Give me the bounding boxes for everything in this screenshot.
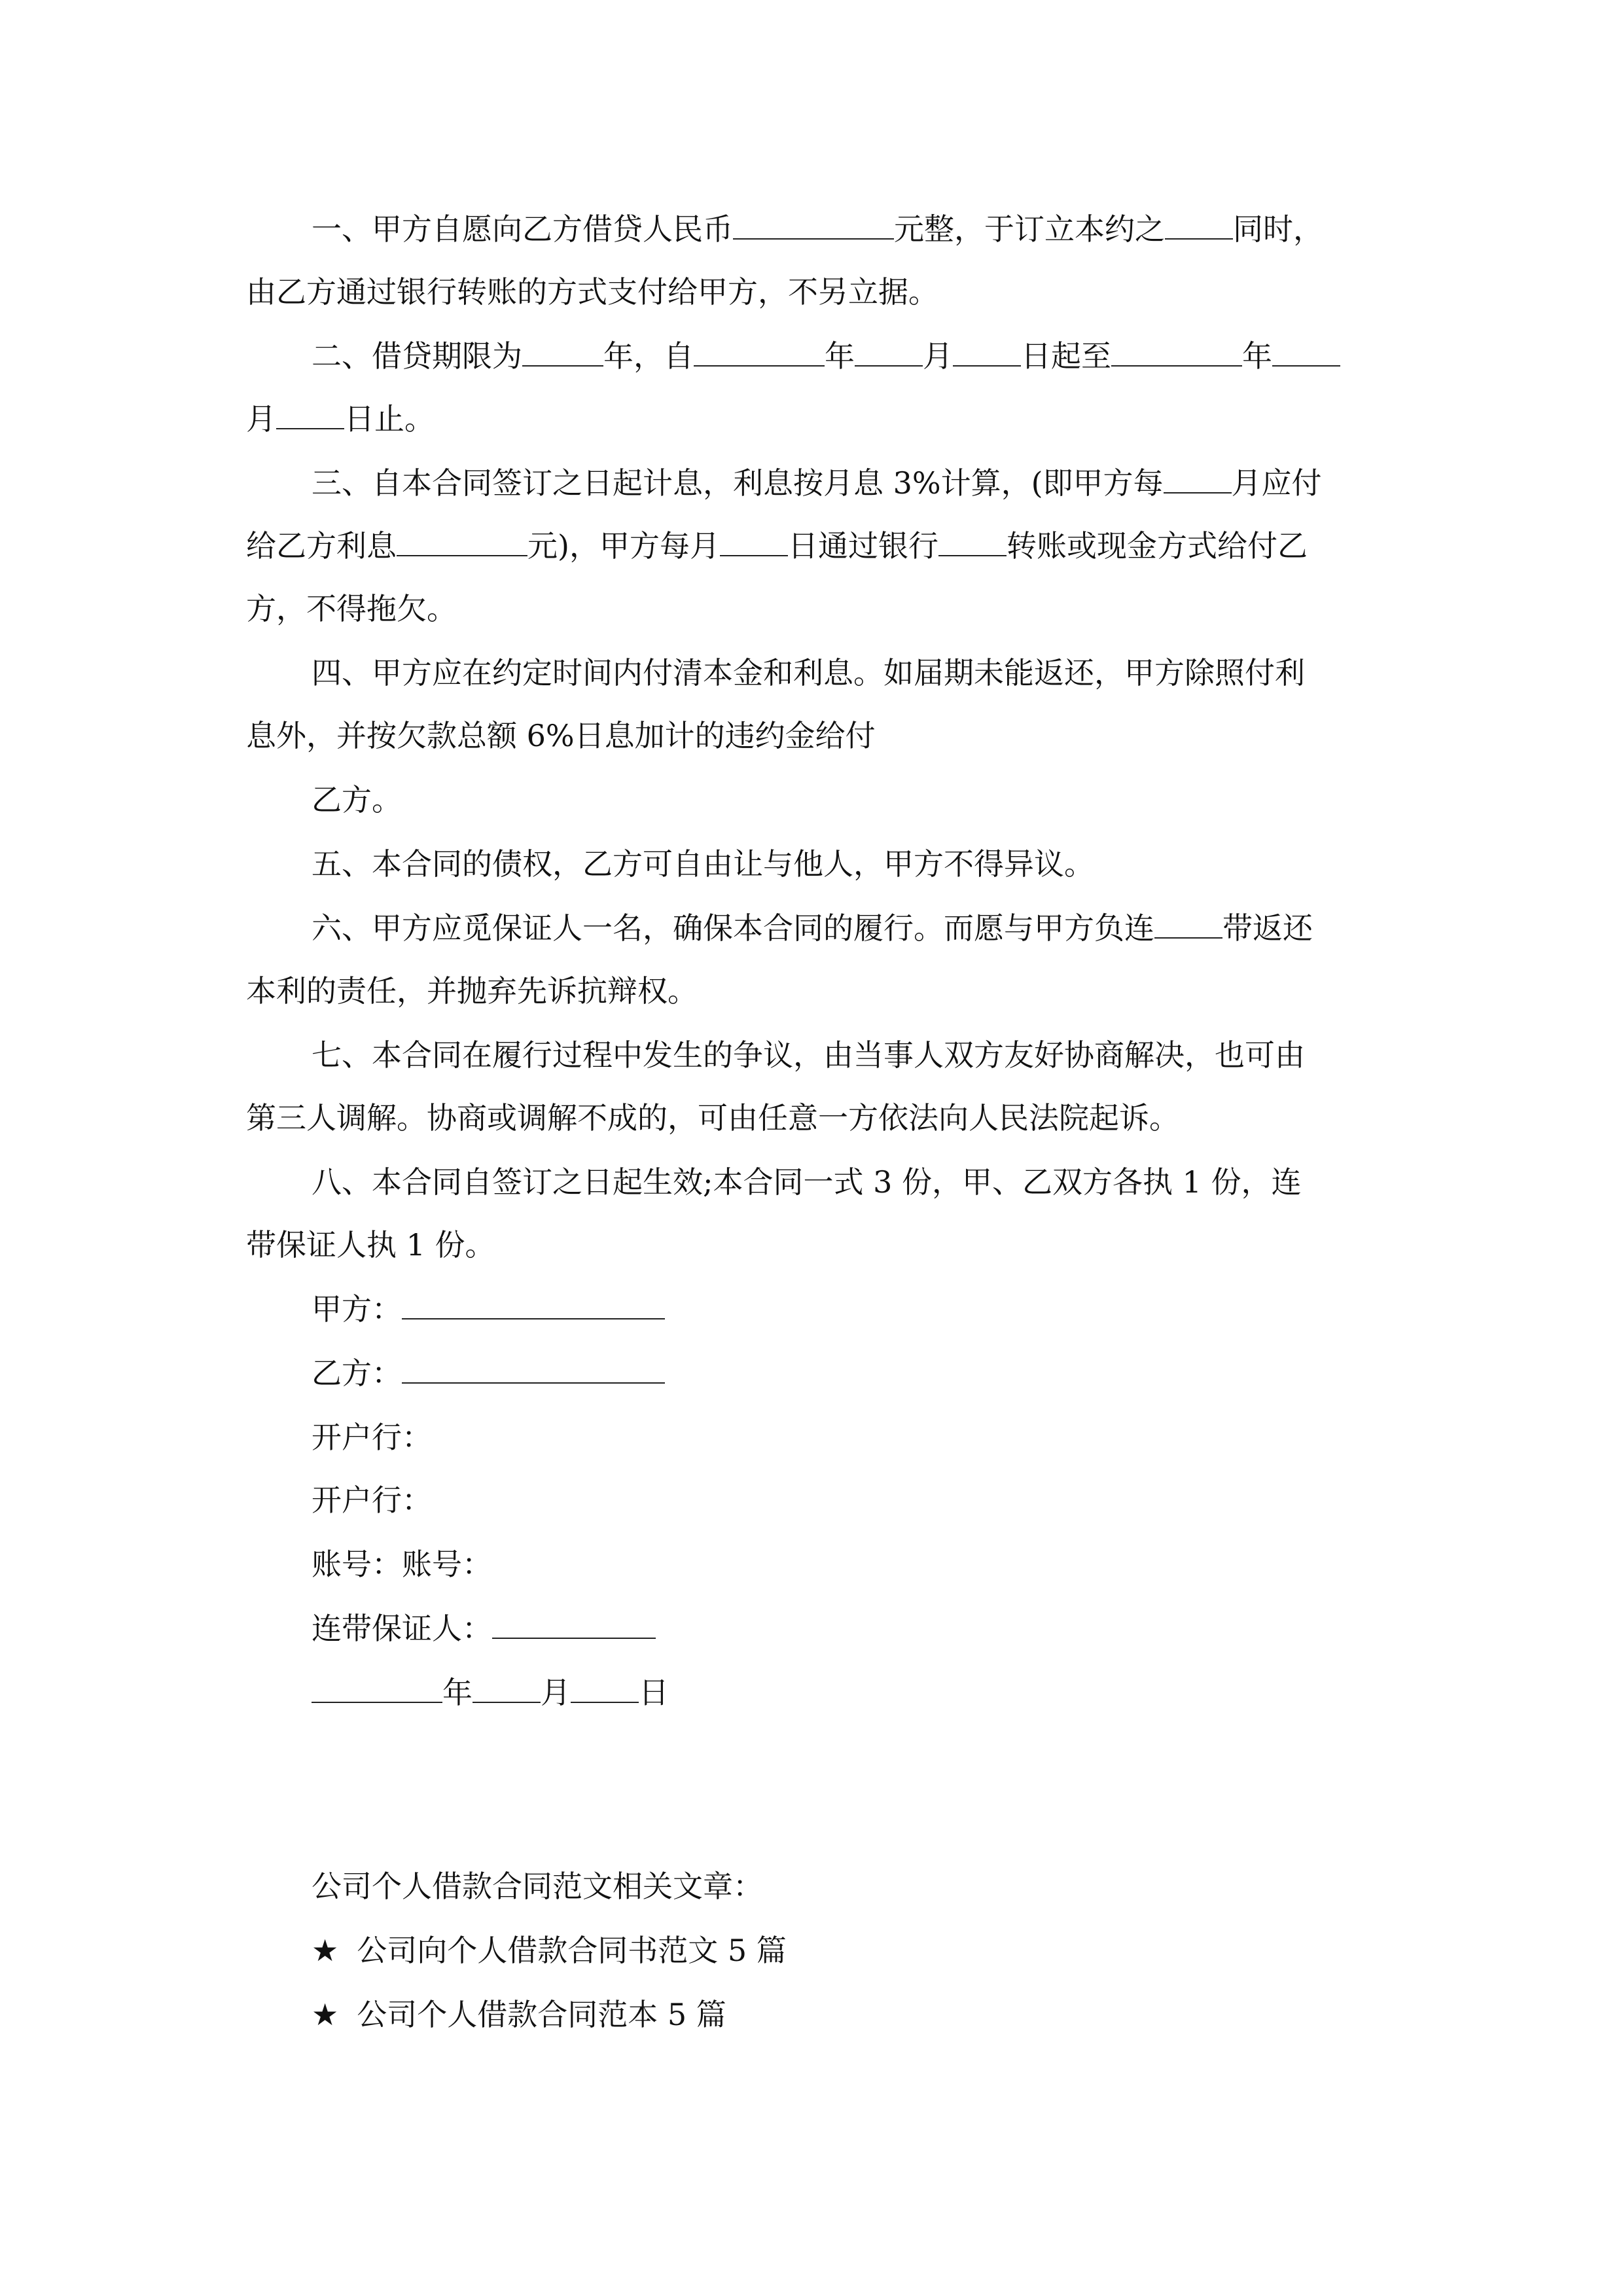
amount-blank xyxy=(733,212,894,240)
clause-8-line-1 xyxy=(312,1162,1302,1202)
bank-blank xyxy=(938,529,1007,556)
clause-text: 息外，并按欠款总额 6%日息加计的违约金给付 xyxy=(246,718,876,753)
start-year-blank xyxy=(694,339,825,367)
accounts-label: 账号：账号： xyxy=(312,1547,492,1582)
guarantor-signature-blank xyxy=(492,1611,656,1639)
bank-a-line xyxy=(312,1418,432,1457)
related-link-1[interactable] xyxy=(312,1931,787,1970)
date-year-label: 年 xyxy=(442,1675,473,1710)
party-a-signature xyxy=(312,1289,665,1329)
clause-1-line-1 xyxy=(312,209,1323,249)
clause-text: 三、自本合同签订之日起计息，利息按月息 3%计算，(即甲方每 xyxy=(312,465,1164,501)
start-month-blank xyxy=(855,339,923,367)
guarantee-blank xyxy=(1154,911,1222,939)
clause-text: 同时， xyxy=(1233,211,1323,247)
clause-text: 元整，于订立本约之 xyxy=(894,211,1165,247)
clause-text: 日止。 xyxy=(344,401,435,437)
clause-text: 月 xyxy=(246,401,276,437)
term-years-blank xyxy=(522,339,603,367)
clause-text: 方，不得拖欠。 xyxy=(246,591,457,626)
clause-text: 六、甲方应觅保证人一名，确保本合同的履行。而愿与甲方负连 xyxy=(312,910,1154,946)
clause-7-line-1 xyxy=(312,1035,1305,1075)
clause-6-line-2 xyxy=(246,971,698,1011)
clause-3-line-2 xyxy=(246,526,1308,565)
interest-month-blank xyxy=(1164,466,1232,493)
clause-text: 带保证人执 1 份。 xyxy=(246,1227,495,1263)
end-month-blank xyxy=(1272,339,1340,367)
start-day-blank xyxy=(953,339,1021,367)
party-b-signature xyxy=(312,1354,665,1393)
sign-year-blank xyxy=(312,1676,442,1703)
clause-4-line-3 xyxy=(312,780,402,819)
clause-4-line-1 xyxy=(312,653,1305,692)
clause-3-line-3 xyxy=(246,589,457,628)
clause-text: 一、甲方自愿向乙方借贷人民币 xyxy=(312,211,733,247)
clause-text: 年，自 xyxy=(603,338,694,374)
clause-text: 二、借贷期限为 xyxy=(312,338,522,374)
clause-5-line-1 xyxy=(312,844,1094,884)
clause-text: 四、甲方应在约定时间内付清本金和利息。如届期未能返还，甲方除照付利 xyxy=(312,655,1305,691)
clause-1-line-2 xyxy=(246,272,938,312)
clause-2-line-2 xyxy=(246,399,435,439)
party-b-signature-blank xyxy=(402,1356,665,1384)
sign-day-blank xyxy=(571,1676,639,1703)
clause-text: 月应付 xyxy=(1231,465,1322,501)
clause-text: 转账或现金方式给付乙 xyxy=(1006,528,1308,564)
clause-text: 年 xyxy=(825,338,855,374)
signing-date xyxy=(312,1673,669,1712)
star-icon: ★ xyxy=(312,1997,339,2032)
clause-text: 元)，甲方每月 xyxy=(527,528,720,564)
bank-a-label: 开户行： xyxy=(312,1420,432,1455)
related-link-text[interactable]: 公司个人借款合同范本 5 篇 xyxy=(357,1997,726,2032)
accounts-line xyxy=(312,1545,492,1584)
guarantor-label: 连带保证人： xyxy=(312,1611,492,1646)
clause-text: 日通过银行 xyxy=(787,528,938,564)
clause-text: 月 xyxy=(923,338,953,374)
date-month-label: 月 xyxy=(541,1675,571,1710)
related-link-2[interactable] xyxy=(312,1995,726,2034)
sign-month-blank xyxy=(473,1676,541,1703)
clause-text: 乙方。 xyxy=(312,782,402,817)
interest-amount-blank xyxy=(397,529,527,556)
party-a-signature-blank xyxy=(402,1292,665,1319)
clause-text: 七、本合同在履行过程中发生的争议，由当事人双方友好协商解决，也可由 xyxy=(312,1037,1305,1073)
bank-b-label: 开户行： xyxy=(312,1482,432,1518)
clause-8-line-2 xyxy=(246,1225,495,1265)
payment-day-blank xyxy=(720,529,788,556)
clause-text: 给乙方利息 xyxy=(246,528,397,564)
date-day-label: 日 xyxy=(639,1675,669,1710)
clause-text: 本利的责任，并抛弃先诉抗辩权。 xyxy=(246,973,698,1009)
clause-text: 由乙方通过银行转账的方式支付给甲方，不另立据。 xyxy=(246,274,938,310)
related-link-text[interactable]: 公司向个人借款合同书范文 5 篇 xyxy=(357,1933,787,1968)
clause-2-line-1 xyxy=(312,336,1340,376)
party-a-label: 甲方： xyxy=(312,1291,402,1327)
related-heading-text: 公司个人借款合同范文相关文章： xyxy=(312,1869,763,1904)
clause-text: 带返还 xyxy=(1222,910,1313,946)
clause-text: 五、本合同的债权，乙方可自由让与他人，甲方不得异议。 xyxy=(312,846,1094,882)
star-icon: ★ xyxy=(312,1933,339,1968)
bank-b-line xyxy=(312,1480,432,1520)
clause-3-line-1 xyxy=(312,463,1322,503)
guarantor-signature xyxy=(312,1609,656,1648)
clause-text: 日起至 xyxy=(1021,338,1111,374)
clause-text: 第三人调解。协商或调解不成的，可由任意一方依法向人民法院起诉。 xyxy=(246,1100,1179,1136)
end-year-blank xyxy=(1111,339,1242,367)
clause-6-line-1 xyxy=(312,908,1313,948)
end-day-blank xyxy=(276,402,344,429)
clause-text: 八、本合同自签订之日起生效;本合同一式 3 份，甲、乙双方各执 1 份，连 xyxy=(312,1164,1302,1200)
clause-7-line-2 xyxy=(246,1098,1179,1138)
clause-4-line-2 xyxy=(246,716,876,755)
related-heading xyxy=(312,1867,763,1906)
clause-text: 年 xyxy=(1242,338,1272,374)
party-b-label: 乙方： xyxy=(312,1355,402,1391)
date-blank xyxy=(1165,212,1233,240)
